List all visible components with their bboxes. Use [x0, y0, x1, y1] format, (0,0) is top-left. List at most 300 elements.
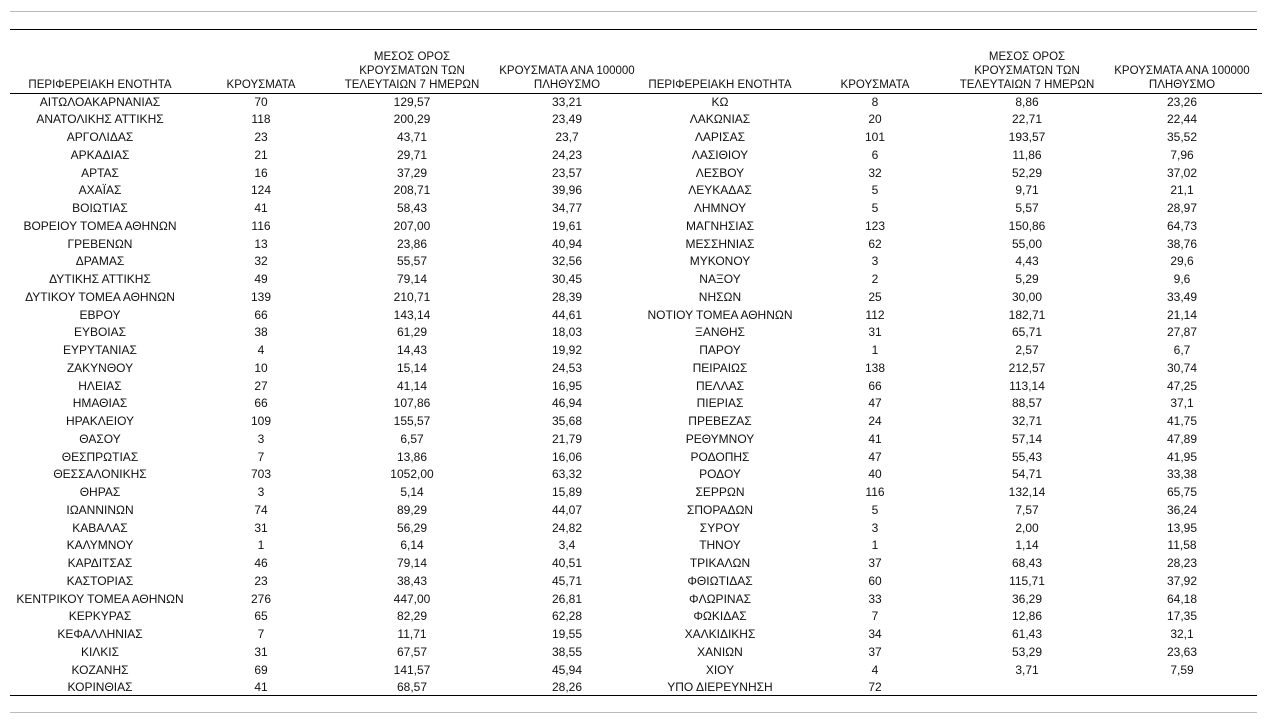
- per-100k-cell: 40,51: [551, 556, 583, 570]
- cases-cell: 4: [871, 662, 879, 677]
- avg-7day-cell: 155,57: [393, 414, 431, 428]
- avg-7day-cell: 38,43: [396, 573, 428, 588]
- cases-cell: 23: [254, 130, 268, 144]
- cases-cell: 40: [868, 467, 882, 482]
- region-cell: ΦΛΩΡΙΝΑΣ: [689, 591, 751, 606]
- region-cell: ΗΜΑΘΙΑΣ: [72, 396, 128, 411]
- avg-7day-cell: 6,57: [400, 431, 424, 446]
- table-row: [10, 342, 642, 360]
- table-row: [10, 129, 642, 147]
- region-cell: ΚΙΛΚΙΣ: [80, 644, 120, 659]
- cases-cell: 112: [865, 307, 885, 322]
- table-row: [10, 324, 642, 342]
- cases-cell: 33: [868, 591, 882, 606]
- region-cell: ΧΑΝΙΩΝ: [697, 644, 743, 659]
- region-cell: ΖΑΚΥΝΘΟΥ: [66, 360, 134, 375]
- table-row: [642, 307, 1262, 325]
- table-row: [10, 573, 642, 591]
- avg-7day-cell: 5,57: [1015, 201, 1039, 215]
- table-row: [642, 662, 1262, 680]
- region-cell: ΤΡΙΚΑΛΩΝ: [689, 556, 751, 570]
- avg-7day-cell: 6,14: [400, 538, 424, 553]
- cases-cell: 16: [254, 165, 268, 180]
- table-row: [642, 395, 1262, 413]
- region-cell: ΦΩΚΙΔΑΣ: [693, 609, 747, 624]
- avg-7day-cell: 143,14: [393, 307, 431, 322]
- region-cell: ΑΡΓΟΛΙΔΑΣ: [66, 130, 134, 144]
- cases-cell: 7: [257, 449, 265, 464]
- table-row: [642, 253, 1262, 271]
- region-cell: ΝΗΣΩΝ: [698, 289, 742, 304]
- table-row: [10, 662, 642, 680]
- region-cell: ΛΑΚΩΝΙΑΣ: [689, 112, 751, 127]
- cases-cell: 25: [868, 289, 882, 304]
- region-cell: ΛΑΣΙΘΙΟΥ: [691, 147, 749, 162]
- region-cell: ΣΠΟΡΑΔΩΝ: [686, 502, 754, 517]
- region-cell: ΛΗΜΝΟΥ: [693, 201, 747, 215]
- per-100k-cell: 11,58: [1167, 538, 1197, 553]
- per-100k-cell: 26,81: [551, 591, 583, 606]
- avg-7day-cell: 115,71: [1009, 573, 1045, 588]
- cases-cell: 116: [251, 218, 271, 233]
- table-row: [642, 573, 1262, 591]
- table-row: [642, 449, 1262, 467]
- region-cell: ΔΥΤΙΚΟΥ ΤΟΜΕΑ ΑΘΗΝΩΝ: [25, 289, 175, 304]
- per-100k-cell: 29,6: [1170, 254, 1194, 269]
- per-100k-cell: 24,82: [551, 520, 583, 535]
- avg-7day-cell: 210,71: [393, 289, 431, 304]
- table-row: [10, 378, 642, 396]
- right-table-panel: [642, 40, 1262, 697]
- table-row: [10, 395, 642, 413]
- cases-cell: 3: [257, 431, 265, 446]
- table-row: [10, 449, 642, 467]
- table-row: [642, 520, 1262, 538]
- avg-7day-cell: 14,43: [396, 343, 428, 357]
- col-header-cases: ΚΡΟΥΣΜΑΤΑ: [798, 40, 952, 93]
- avg-7day-cell: 67,57: [396, 644, 428, 659]
- table-row: [10, 360, 642, 378]
- table-row: [642, 271, 1262, 289]
- cases-cell: 49: [254, 272, 268, 286]
- avg-7day-cell: 2,00: [1015, 520, 1039, 535]
- avg-7day-cell: 207,00: [393, 218, 431, 233]
- per-100k-cell: 24,23: [551, 147, 583, 162]
- avg-7day-cell: 57,14: [1011, 431, 1043, 446]
- per-100k-cell: 38,76: [1166, 236, 1198, 251]
- table-body-left: [10, 93, 642, 697]
- table-row: [642, 555, 1262, 573]
- per-100k-cell: 15,89: [551, 485, 583, 499]
- table-row: [642, 484, 1262, 502]
- region-cell: ΦΘΙΩΤΙΔΑΣ: [687, 573, 753, 588]
- table-row: [10, 307, 642, 325]
- avg-7day-cell: 41,14: [396, 378, 428, 393]
- per-100k-cell: 24,53: [551, 360, 583, 375]
- cases-cell: 21: [254, 147, 268, 162]
- left-table-panel: [10, 40, 642, 697]
- per-100k-cell: 44,07: [551, 502, 583, 517]
- per-100k-cell: 28,97: [1166, 201, 1198, 215]
- avg-7day-cell: 150,86: [1008, 218, 1046, 233]
- avg-7day-cell: 4,43: [1015, 254, 1039, 269]
- region-cell: ΔΥΤΙΚΗΣ ΑΤΤΙΚΗΣ: [49, 272, 151, 286]
- avg-7day-cell: 55,43: [1011, 449, 1043, 464]
- table-row: [642, 608, 1262, 626]
- cases-cell: 703: [250, 467, 272, 482]
- top-divider: [10, 11, 1257, 12]
- region-cell: ΛΕΥΚΑΔΑΣ: [688, 183, 752, 198]
- cases-cell: 70: [254, 94, 268, 109]
- region-cell: ΚΑΣΤΟΡΙΑΣ: [66, 573, 134, 588]
- per-100k-cell: 47,89: [1166, 431, 1198, 446]
- cases-cell: 66: [254, 396, 268, 411]
- per-100k-cell: 64,18: [1166, 591, 1198, 606]
- cases-table-left: [10, 40, 642, 697]
- region-cell: ΡΟΔΟΥ: [699, 467, 741, 482]
- col-header-region: ΠΕΡΙΦΕΡΕΙΑΚΗ ΕΝΟΤΗΤΑ: [642, 40, 798, 93]
- table-row: [10, 236, 642, 254]
- per-100k-cell: 21,14: [1166, 307, 1198, 322]
- region-cell: ΣΕΡΡΩΝ: [695, 485, 745, 499]
- per-100k-cell: 35,52: [1166, 130, 1198, 144]
- per-100k-cell: 33,38: [1166, 467, 1198, 482]
- table-header-row: [642, 40, 1262, 93]
- avg-7day-cell: 7,57: [1015, 502, 1039, 517]
- cases-cell: 31: [254, 644, 268, 659]
- per-100k-cell: 3,4: [558, 538, 576, 553]
- avg-7day-cell: 68,43: [1011, 556, 1043, 570]
- per-100k-cell: 33,21: [551, 94, 583, 109]
- table-row: [642, 111, 1262, 129]
- region-cell: ΚΑΒΑΛΑΣ: [72, 520, 128, 535]
- cases-cell: 4: [257, 343, 265, 357]
- cases-cell: 7: [871, 609, 879, 624]
- region-cell: ΓΡΕΒΕΝΩΝ: [67, 236, 133, 251]
- cases-cell: 24: [868, 414, 882, 428]
- per-100k-cell: 38,55: [551, 644, 583, 659]
- avg-7day-cell: 9,71: [1015, 183, 1039, 198]
- region-cell: ΑΡΚΑΔΙΑΣ: [70, 147, 130, 162]
- cases-cell: 276: [250, 591, 272, 606]
- table-row: [10, 484, 642, 502]
- per-100k-cell: 23,49: [551, 112, 583, 127]
- avg-7day-cell: 29,71: [396, 147, 428, 162]
- col-header-7day-average: ΜΕΣΟΣ ΟΡΟΣ ΚΡΟΥΣΜΑΤΩΝ ΤΩΝ ΤΕΛΕΥΤΑΙΩΝ 7 ΗΜΕΡΩΝ: [952, 40, 1102, 93]
- region-cell: ΠΕΙΡΑΙΩΣ: [692, 360, 748, 375]
- region-cell: ΛΑΡΙΣΑΣ: [694, 130, 746, 144]
- avg-7day-cell: 61,29: [396, 325, 428, 340]
- cases-cell: 118: [251, 112, 271, 127]
- table-row: [642, 147, 1262, 165]
- cases-cell: 123: [864, 218, 886, 233]
- avg-7day-cell: 129,57: [393, 94, 431, 109]
- per-100k-cell: 6,7: [1173, 343, 1191, 357]
- region-cell: ΡΟΔΟΠΗΣ: [690, 449, 750, 464]
- table-row: [10, 111, 642, 129]
- per-100k-cell: 30,74: [1166, 360, 1198, 375]
- region-cell: ΘΕΣΠΡΩΤΙΑΣ: [61, 449, 139, 464]
- avg-7day-cell: 54,71: [1011, 467, 1043, 482]
- table-row: [10, 200, 642, 218]
- table-row: [642, 644, 1262, 662]
- table-row: [10, 626, 642, 644]
- cases-cell: 31: [254, 520, 268, 535]
- region-cell: ΑΧΑΪΑΣ: [78, 183, 122, 198]
- avg-7day-cell: 56,29: [396, 520, 428, 535]
- table-row: [642, 591, 1262, 609]
- region-cell: ΚΕΝΤΡΙΚΟΥ ΤΟΜΕΑ ΑΘΗΝΩΝ: [16, 591, 184, 606]
- per-100k-cell: 44,61: [551, 307, 583, 322]
- table-row: [10, 502, 642, 520]
- cases-cell: 3: [871, 254, 879, 269]
- table-header-row: [10, 40, 642, 93]
- region-cell: ΚΟΡΙΝΘΙΑΣ: [67, 680, 133, 695]
- table-row: [10, 537, 642, 555]
- region-cell: ΜΕΣΣΗΝΙΑΣ: [685, 236, 755, 251]
- col-header-cases: ΚΡΟΥΣΜΑΤΑ: [190, 40, 332, 93]
- cases-cell: 27: [254, 378, 268, 393]
- col-header-cases-per-100k: ΚΡΟΥΣΜΑΤΑ ΑΝΑ 100000 ΠΛΗΘΥΣΜΟ: [1102, 40, 1262, 93]
- bottom-divider: [10, 712, 1257, 713]
- table-row: [10, 520, 642, 538]
- table-row: [10, 413, 642, 431]
- avg-7day-cell: 132,14: [1008, 485, 1046, 499]
- table-row: [642, 466, 1262, 484]
- table-bottom-rule: [10, 695, 1257, 696]
- region-cell: ΙΩΑΝΝΙΝΩΝ: [66, 502, 134, 517]
- cases-cell: 8: [871, 94, 879, 109]
- per-100k-cell: 28,39: [551, 289, 583, 304]
- region-cell: ΒΟΙΩΤΙΑΣ: [72, 201, 128, 215]
- per-100k-cell: 7,59: [1170, 662, 1194, 677]
- avg-7day-cell: 88,57: [1011, 396, 1043, 411]
- per-100k-cell: 34,77: [551, 201, 583, 215]
- table-row: [10, 93, 642, 111]
- cases-cell: 32: [254, 254, 268, 269]
- table-row: [642, 236, 1262, 254]
- cases-cell: 37: [868, 644, 882, 659]
- table-row: [10, 253, 642, 271]
- region-cell: ΔΡΑΜΑΣ: [75, 254, 125, 269]
- per-100k-cell: 27,87: [1166, 325, 1198, 340]
- cases-cell: 3: [871, 520, 879, 535]
- cases-cell: 139: [250, 289, 272, 304]
- per-100k-cell: 32,56: [551, 254, 583, 269]
- per-100k-cell: 35,68: [551, 414, 583, 428]
- avg-7day-cell: 79,14: [396, 272, 428, 286]
- region-cell: ΠΡΕΒΕΖΑΣ: [688, 414, 752, 428]
- cases-cell: 5: [871, 502, 879, 517]
- per-100k-cell: 23,7: [555, 130, 579, 144]
- cases-cell: 138: [864, 360, 886, 375]
- table-row: [642, 182, 1262, 200]
- region-cell: ΚΑΡΔΙΤΣΑΣ: [67, 556, 133, 570]
- avg-7day-cell: 8,86: [1015, 94, 1039, 109]
- region-cell: ΞΑΝΘΗΣ: [695, 325, 745, 340]
- region-cell: ΤΗΝΟΥ: [699, 538, 741, 553]
- region-cell: ΚΑΛΥΜΝΟΥ: [66, 538, 134, 553]
- cases-cell: 1: [871, 343, 879, 357]
- avg-7day-cell: 200,29: [393, 112, 431, 127]
- per-100k-cell: 40,94: [551, 236, 583, 251]
- avg-7day-cell: 5,14: [400, 485, 424, 499]
- avg-7day-cell: 55,00: [1011, 236, 1043, 251]
- cases-cell: 47: [868, 396, 882, 411]
- cases-cell: 109: [250, 414, 272, 428]
- table-row: [10, 182, 642, 200]
- region-cell: ΥΠΟ ΔΙΕΡΕΥΝΗΣΗ: [667, 680, 773, 695]
- cases-cell: 31: [868, 325, 882, 340]
- per-100k-cell: 46,94: [551, 396, 583, 411]
- avg-7day-cell: 193,57: [1008, 130, 1046, 144]
- avg-7day-cell: 30,00: [1011, 289, 1043, 304]
- table-row: [10, 218, 642, 236]
- avg-7day-cell: 13,86: [396, 449, 428, 464]
- table-row: [642, 537, 1262, 555]
- cases-cell: 1: [257, 538, 265, 553]
- region-cell: ΑΡΤΑΣ: [81, 165, 119, 180]
- region-cell: ΚΩ: [711, 94, 729, 109]
- avg-7day-cell: 37,29: [396, 165, 428, 180]
- table-row: [642, 200, 1262, 218]
- table-row: [10, 147, 642, 165]
- region-cell: ΣΥΡΟΥ: [699, 520, 741, 535]
- region-cell: ΘΗΡΑΣ: [79, 485, 121, 499]
- per-100k-cell: 32,1: [1170, 627, 1194, 641]
- per-100k-cell: 47,25: [1166, 378, 1198, 393]
- cases-cell: 66: [254, 307, 268, 322]
- per-100k-cell: 16,95: [551, 378, 583, 393]
- per-100k-cell: 19,61: [551, 218, 583, 233]
- per-100k-cell: 39,96: [551, 183, 583, 198]
- per-100k-cell: 9,6: [1173, 272, 1191, 286]
- avg-7day-cell: 3,71: [1015, 662, 1039, 677]
- table-top-rule: [10, 29, 1257, 30]
- avg-7day-cell: 212,57: [1008, 360, 1046, 375]
- per-100k-cell: 62,28: [551, 609, 583, 624]
- avg-7day-cell: 5,29: [1015, 272, 1039, 286]
- per-100k-cell: 36,24: [1166, 502, 1198, 517]
- cases-cell: 20: [868, 112, 882, 127]
- per-100k-cell: 19,55: [551, 627, 583, 641]
- region-cell: ΚΕΡΚΥΡΑΣ: [68, 609, 132, 624]
- cases-cell: 3: [257, 485, 265, 499]
- col-header-region: ΠΕΡΙΦΕΡΕΙΑΚΗ ΕΝΟΤΗΤΑ: [10, 40, 190, 93]
- table-row: [642, 431, 1262, 449]
- cases-cell: 41: [254, 201, 268, 215]
- cases-cell: 38: [254, 325, 268, 340]
- per-100k-cell: 17,35: [1166, 609, 1198, 624]
- avg-7day-cell: 2,57: [1015, 343, 1039, 357]
- cases-cell: 41: [868, 431, 882, 446]
- region-cell: ΕΒΡΟΥ: [79, 307, 121, 322]
- cases-cell: 124: [250, 183, 272, 198]
- region-cell: ΕΥΒΟΙΑΣ: [73, 325, 127, 340]
- table-row: [642, 626, 1262, 644]
- region-cell: ΒΟΡΕΙΟΥ ΤΟΜΕΑ ΑΘΗΝΩΝ: [23, 218, 177, 233]
- avg-7day-cell: 79,14: [396, 556, 428, 570]
- region-cell: ΠΙΕΡΙΑΣ: [696, 396, 744, 411]
- cases-cell: 47: [868, 449, 882, 464]
- table-row: [642, 360, 1262, 378]
- table-row: [642, 129, 1262, 147]
- table-row: [642, 165, 1262, 183]
- cases-cell: 10: [254, 360, 268, 375]
- region-cell: ΕΥΡΥΤΑΝΙΑΣ: [63, 343, 137, 357]
- table-row: [642, 342, 1262, 360]
- avg-7day-cell: 32,71: [1011, 414, 1043, 428]
- avg-7day-cell: 15,14: [396, 360, 428, 375]
- cases-cell: 37: [868, 556, 882, 570]
- avg-7day-cell: 58,43: [396, 201, 428, 215]
- per-100k-cell: 45,71: [551, 573, 583, 588]
- table-row: [642, 218, 1262, 236]
- table-row: [10, 591, 642, 609]
- cases-table-right: [642, 40, 1262, 697]
- table-row: [642, 289, 1262, 307]
- cases-cell: 65: [254, 609, 268, 624]
- cases-cell: 32: [868, 165, 882, 180]
- region-cell: ΠΕΛΛΑΣ: [695, 378, 745, 393]
- region-cell: ΘΕΣΣΑΛΟΝΙΚΗΣ: [53, 467, 147, 482]
- per-100k-cell: 21,79: [551, 431, 583, 446]
- table-body-right: [642, 93, 1262, 697]
- region-cell: ΘΑΣΟΥ: [79, 431, 121, 446]
- cases-cell: 1: [871, 538, 879, 553]
- table-row: [10, 165, 642, 183]
- cases-cell: 66: [868, 378, 882, 393]
- cases-cell: 41: [254, 680, 268, 695]
- per-100k-cell: 41,95: [1166, 449, 1198, 464]
- table-row: [642, 93, 1262, 111]
- table-row: [10, 555, 642, 573]
- cases-cell: 23: [254, 573, 268, 588]
- region-cell: ΗΡΑΚΛΕΙΟΥ: [65, 414, 135, 428]
- region-cell: ΝΑΞΟΥ: [699, 272, 741, 286]
- per-100k-cell: 16,06: [551, 449, 583, 464]
- cases-cell: 46: [254, 556, 268, 570]
- avg-7day-cell: 107,86: [393, 396, 431, 411]
- table-row: [642, 324, 1262, 342]
- table-row: [642, 502, 1262, 520]
- per-100k-cell: 30,45: [551, 272, 583, 286]
- avg-7day-cell: 1052,00: [390, 467, 434, 482]
- region-cell: ΝΟΤΙΟΥ ΤΟΜΕΑ ΑΘΗΝΩΝ: [647, 307, 793, 322]
- avg-7day-cell: 23,86: [396, 236, 428, 251]
- cases-cell: 34: [868, 627, 882, 641]
- col-header-7day-average: ΜΕΣΟΣ ΟΡΟΣ ΚΡΟΥΣΜΑΤΩΝ ΤΩΝ ΤΕΛΕΥΤΑΙΩΝ 7 ΗΜΕΡΩΝ: [332, 40, 492, 93]
- avg-7day-cell: 89,29: [396, 502, 428, 517]
- table-row: [10, 466, 642, 484]
- avg-7day-cell: 1,14: [1015, 538, 1039, 553]
- per-100k-cell: 63,32: [551, 467, 583, 482]
- region-cell: ΠΑΡΟΥ: [699, 343, 741, 357]
- cases-cell: 6: [871, 147, 879, 162]
- cases-cell: 7: [257, 627, 265, 641]
- avg-7day-cell: 61,43: [1011, 627, 1043, 641]
- table-row: [10, 271, 642, 289]
- table-row: [10, 608, 642, 626]
- region-cell: ΚΟΖΑΝΗΣ: [71, 662, 129, 677]
- avg-7day-cell: 447,00: [393, 591, 431, 606]
- avg-7day-cell: 22,71: [1011, 112, 1043, 127]
- avg-7day-cell: 82,29: [396, 609, 428, 624]
- table-row: [642, 413, 1262, 431]
- table-row: [642, 378, 1262, 396]
- region-cell: ΧΑΛΚΙΔΙΚΗΣ: [684, 627, 756, 641]
- per-100k-cell: 37,1: [1170, 396, 1194, 411]
